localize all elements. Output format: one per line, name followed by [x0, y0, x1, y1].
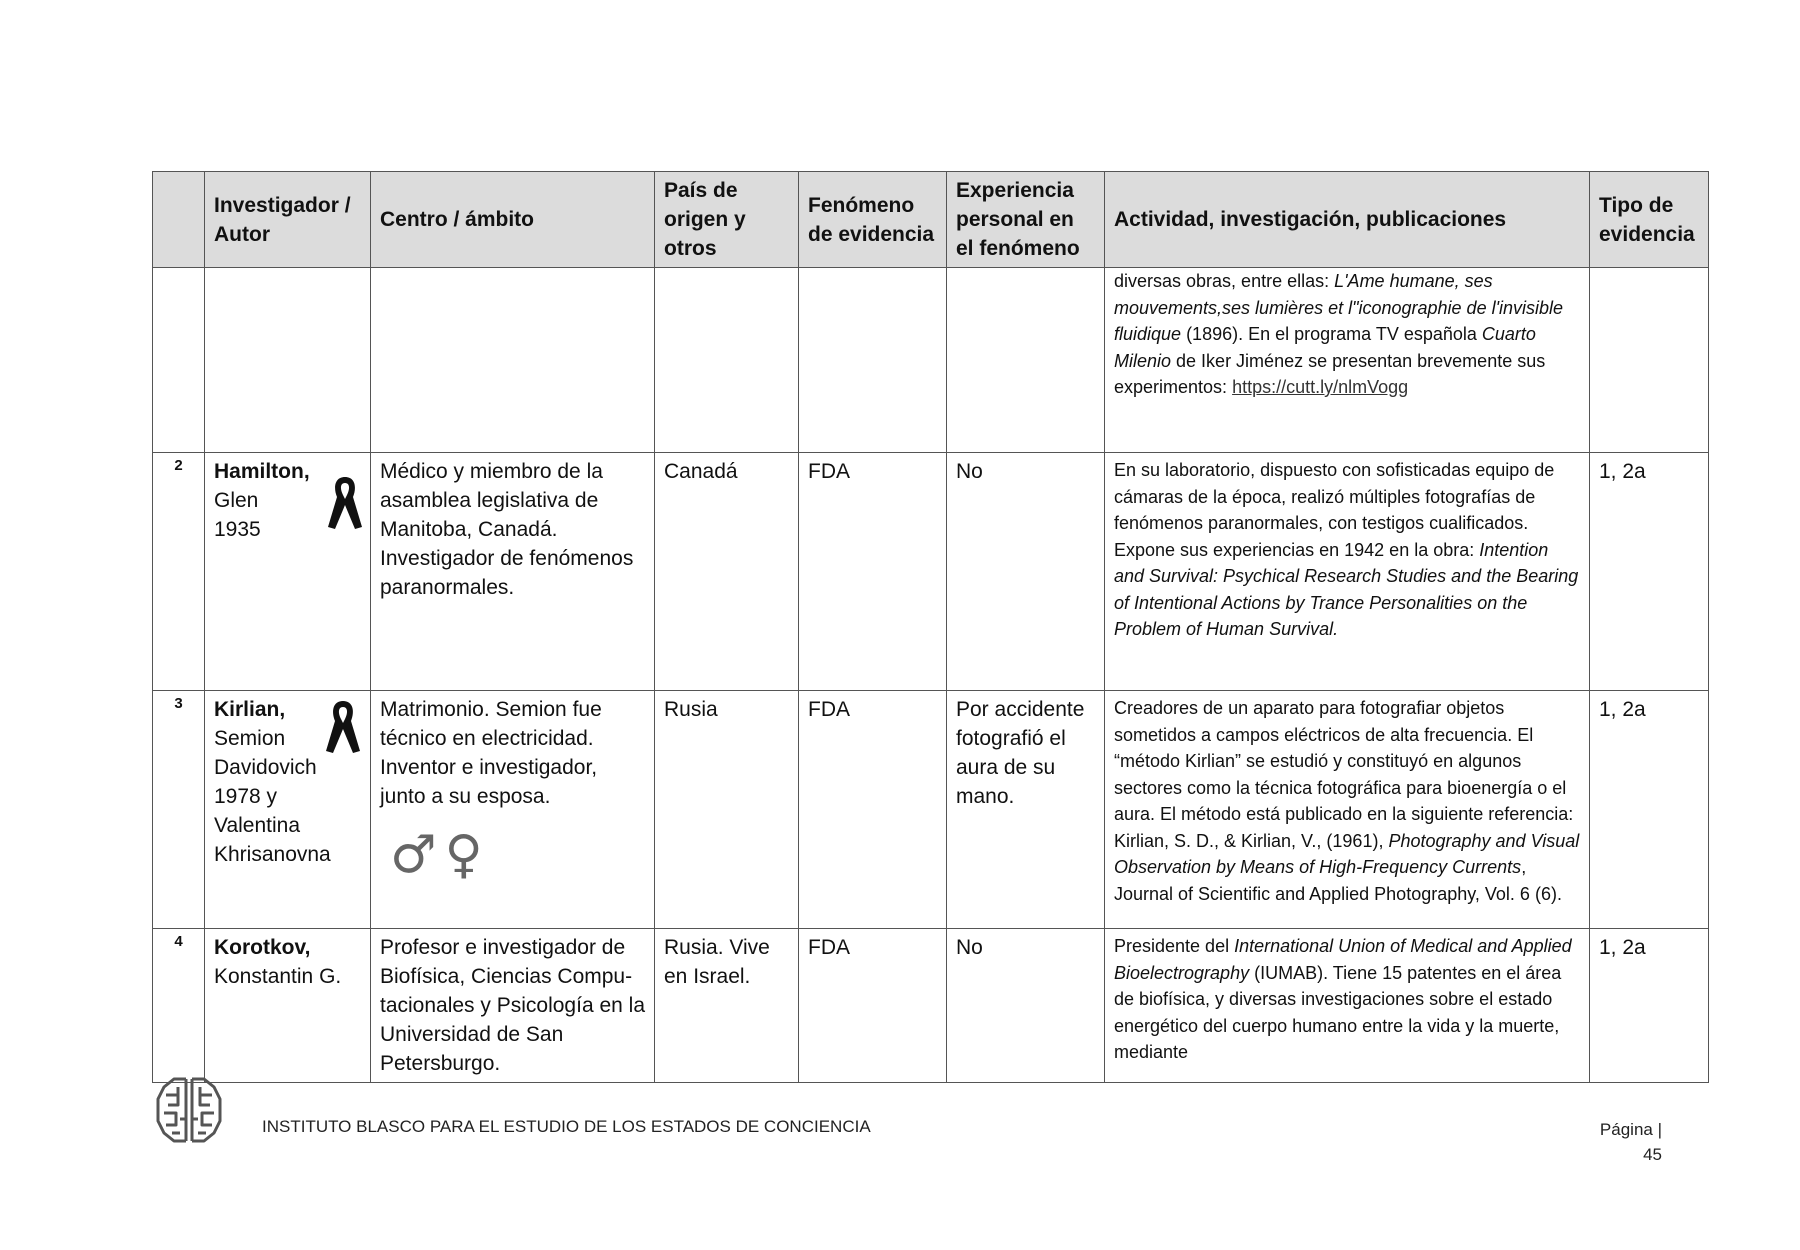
gender-symbols — [380, 825, 645, 885]
header-experiencia: Experiencia personal en el fenómeno — [947, 172, 1105, 268]
header-row — [153, 172, 1709, 268]
cell-actividad: Creadores de un aparato para fotografiar objetos sometidos a campos eléctricos de alta frecuencia. El “método Kirlian” se estudió y constituyó en algunos sectores como la técnica fotográfica para bioenergía o el aura. El método está publicado en la siguiente referencia: Kirlian, S. D., & Kirlian, V., (1961), Photography and Visual Observation by Means of High-Frequency Currents, Journal of Scientific and Applied Photography, Vol. 6 (6). — [1105, 691, 1590, 929]
row-number: 4 — [153, 929, 205, 1083]
cell-tipo: 1, 2a — [1590, 453, 1709, 691]
cell-author: Hamilton, Glen 1935 — [205, 453, 371, 691]
cell-fenomeno: FDA — [799, 691, 947, 929]
table-row — [153, 929, 1709, 1083]
row-number: 2 — [153, 453, 205, 691]
header-num — [153, 172, 205, 268]
table-row — [153, 453, 1709, 691]
cell-pais: Rusia — [655, 691, 799, 929]
cell-experiencia: No — [947, 929, 1105, 1083]
cell-centro: Matrimonio. Semion fue técnico en electricidad. Inventor e investigador, junto a su esposa. ♂ ♀ — [371, 691, 655, 929]
table-row — [153, 268, 1709, 453]
cell-pais — [655, 268, 799, 453]
mourning-ribbon-icon — [324, 699, 362, 755]
cell-fenomeno — [799, 268, 947, 453]
header-pais: País de origen y otros — [655, 172, 799, 268]
cell-author — [205, 268, 371, 453]
cell-actividad: diversas obras, entre ellas: L'Ame humane, ses mouvements,ses lumières et l"iconographie de l'invisible fluidique (1896). En el programa TV española Cuarto Milenio de Iker Jiménez se presentan brevemente sus experimentos: https://cutt.ly/nlmVogg — [1105, 268, 1590, 453]
cell-pais: Canadá — [655, 453, 799, 691]
page-number: Página | 45 — [1599, 1120, 1662, 1164]
video-link[interactable]: https://cutt.ly/nlmVogg — [1232, 377, 1409, 397]
brain-logo-icon — [152, 1073, 226, 1147]
cell-author: Kirlian, Semion Davidovich 1978 y Valentina Khrisanovna — [205, 691, 371, 929]
cell-experiencia — [947, 268, 1105, 453]
mourning-ribbon-icon — [326, 475, 364, 531]
header-investigador: Investigador / Autor — [205, 172, 371, 268]
female-symbol-icon: ♀ — [444, 825, 483, 885]
cell-author: Korotkov, Konstantin G. — [205, 929, 371, 1083]
institute-name: INSTITUTO BLASCO PARA EL ESTUDIO DE LOS ESTADOS DE CONCIENCIA — [262, 1117, 871, 1136]
cell-num — [153, 268, 205, 453]
row-number: 3 — [153, 691, 205, 929]
header-actividad: Actividad, investigación, publicaciones — [1105, 172, 1590, 268]
researchers-table — [152, 171, 1709, 1083]
male-symbol-icon: ♂ — [390, 825, 437, 885]
cell-centro — [371, 268, 655, 453]
header-fenomeno: Fenómeno de evidencia — [799, 172, 947, 268]
header-tipo: Tipo de evidencia — [1590, 172, 1709, 268]
table-row — [153, 691, 1709, 929]
cell-experiencia: No — [947, 453, 1105, 691]
cell-centro: Médico y miembro de la asamblea legislativa de Manitoba, Canadá. Investigador de fenómenos paranormales. — [371, 453, 655, 691]
cell-fenomeno: FDA — [799, 929, 947, 1083]
cell-centro: Profesor e investigador de Biofísica, Ciencias Compu-tacionales y Psicología en la Universidad de San Petersburgo. — [371, 929, 655, 1083]
cell-fenomeno: FDA — [799, 453, 947, 691]
cell-tipo: 1, 2a — [1590, 929, 1709, 1083]
cell-tipo: 1, 2a — [1590, 691, 1709, 929]
cell-tipo — [1590, 268, 1709, 453]
cell-pais: Rusia. Vive en Israel. — [655, 929, 799, 1083]
header-centro: Centro / ámbito — [371, 172, 655, 268]
cell-experiencia: Por accidente fotografió el aura de su mano. — [947, 691, 1105, 929]
cell-actividad: Presidente del International Union of Medical and Applied Bioelectrography (IUMAB). Tiene 15 patentes en el área de biofísica, y diversas investigaciones sobre el estado energético del cuerpo humano entre la vida y la muerte, mediante — [1105, 929, 1590, 1083]
cell-actividad: En su laboratorio, dispuesto con sofisticadas equipo de cámaras de la época, realizó múltiples fotografías de fenómenos paranormales, con testigos cualificados. Expone sus experiencias en 1942 en la obra: Intention and Survival: Psychical Research Studies and the Bearing of Intentional Actions by Trance Personalities on the Problem of Human Survival. — [1105, 453, 1590, 691]
